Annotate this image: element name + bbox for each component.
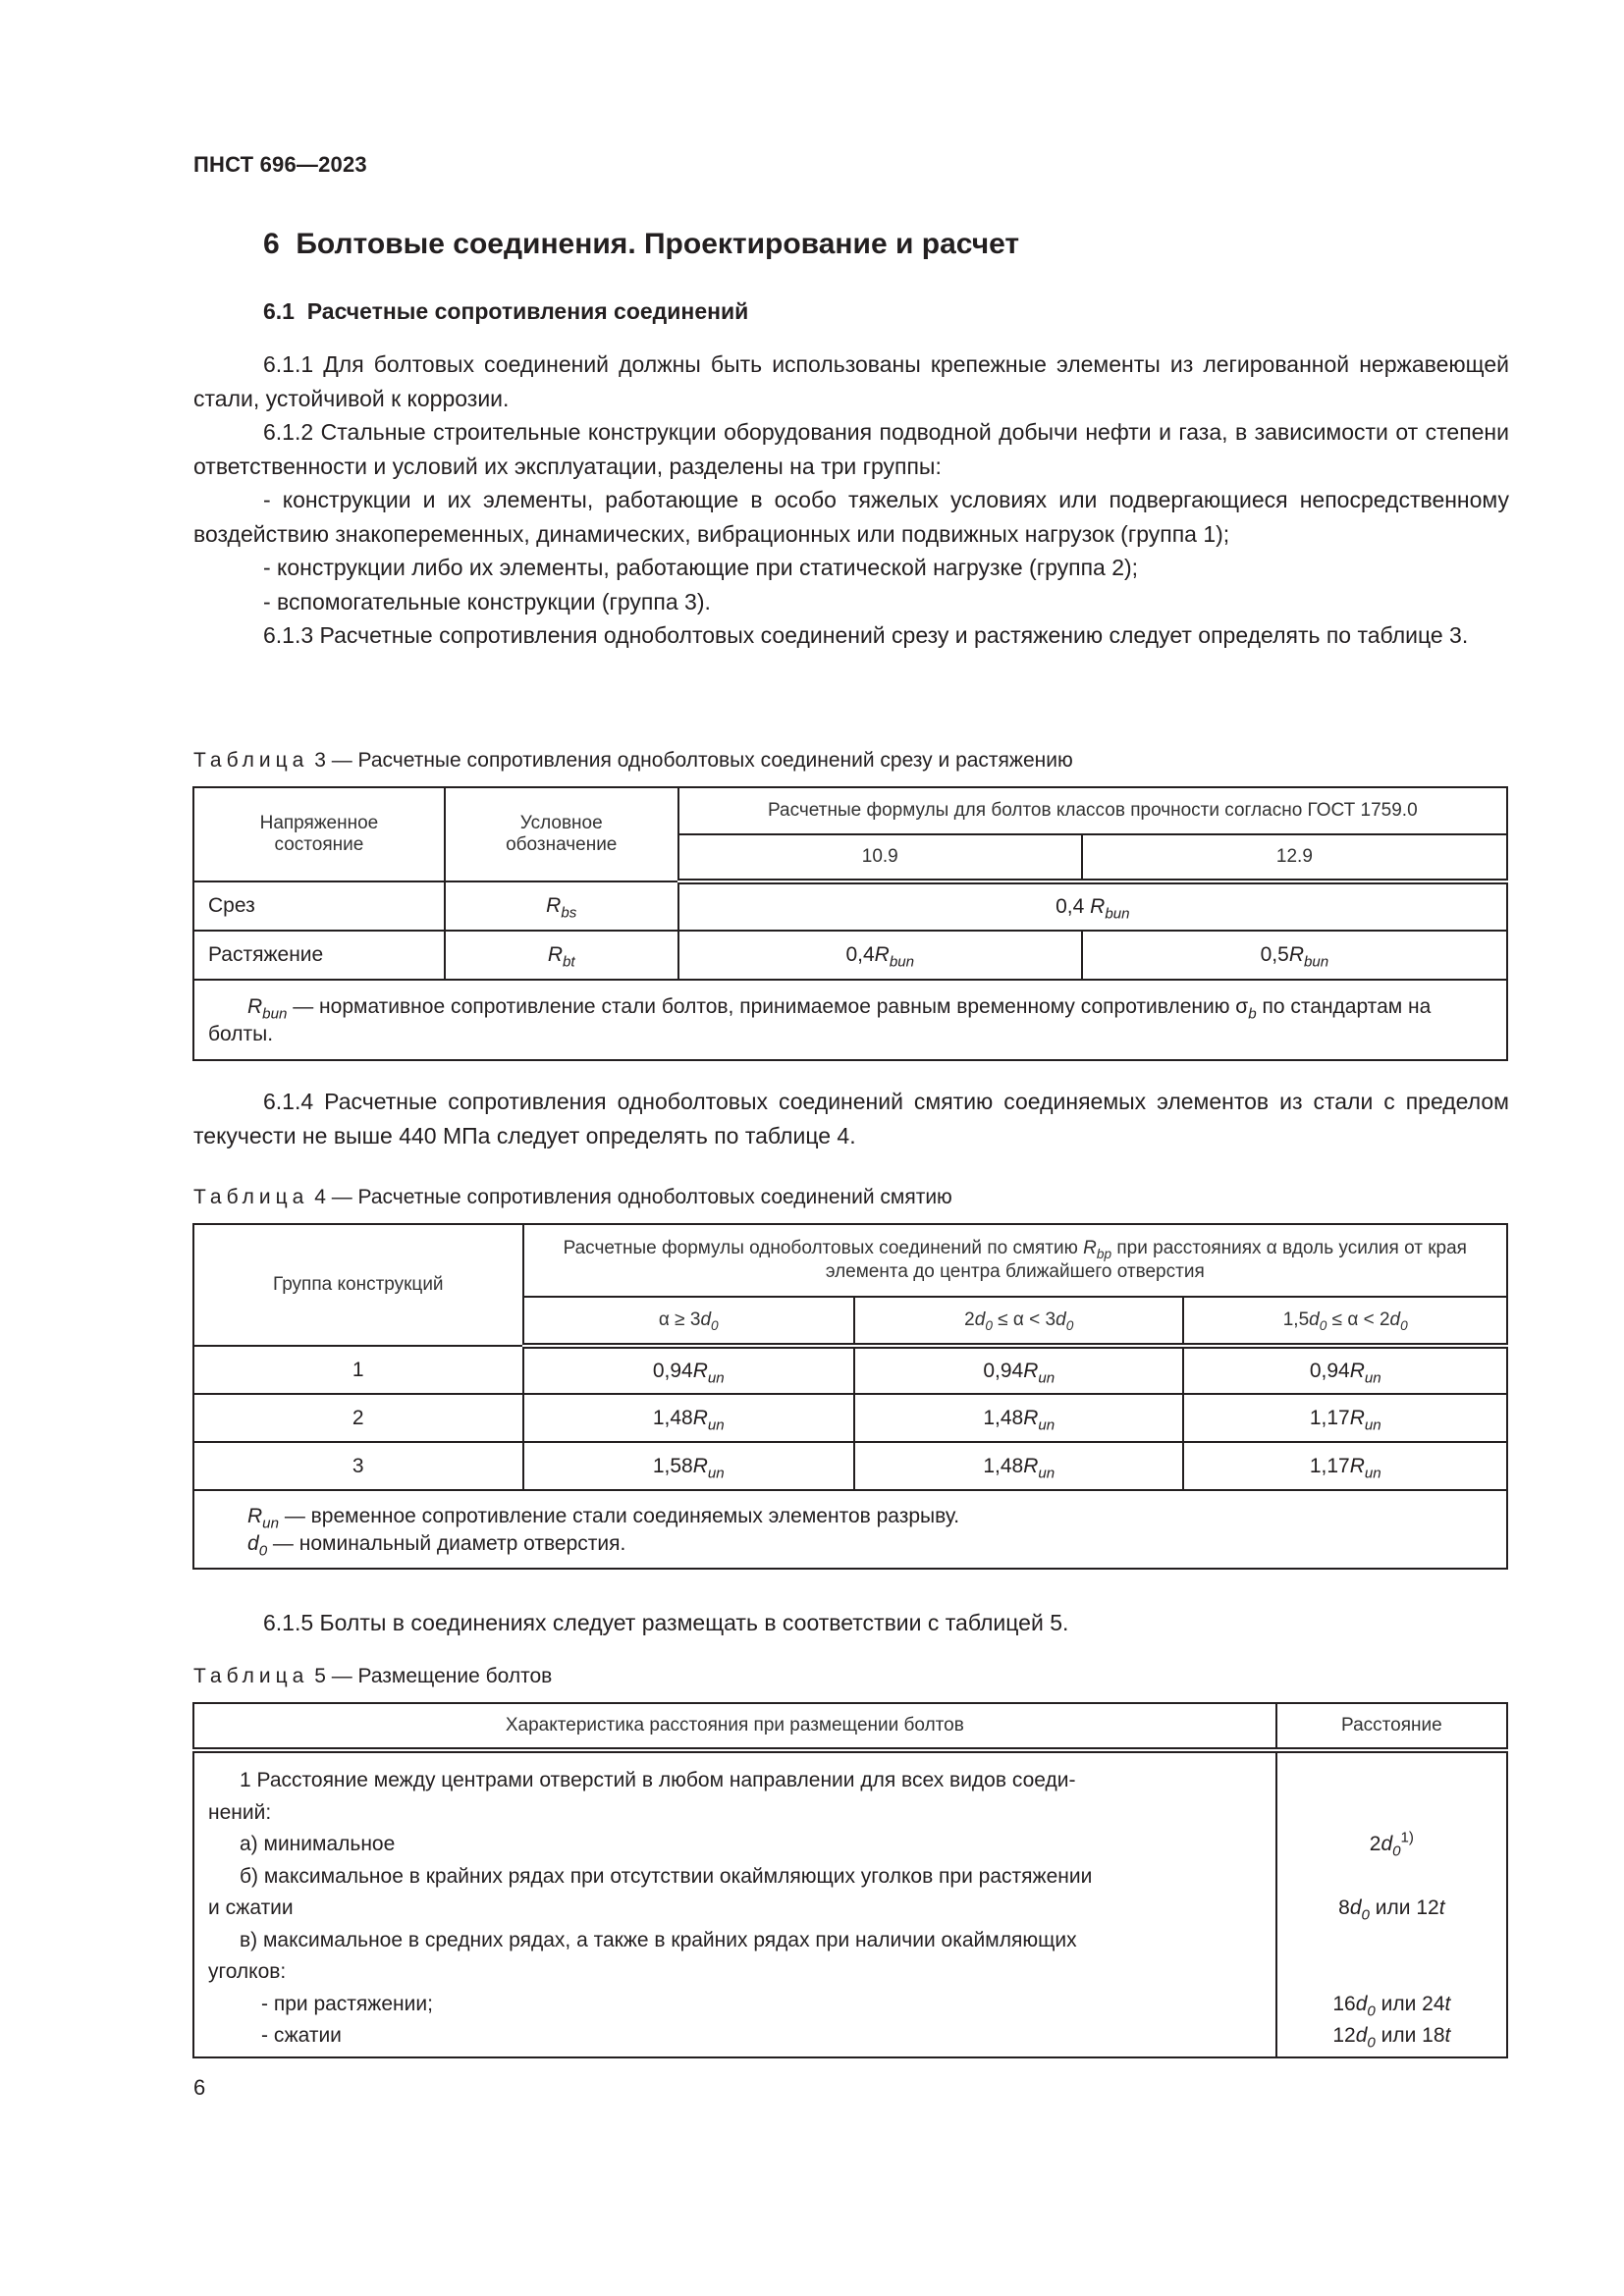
table3	[192, 786, 1508, 1061]
table4-header-range-1: $\alpha \ge 3d_0$	[523, 1297, 854, 1346]
table5-line-a: а) минимальное	[240, 1833, 396, 1855]
table3-note: $R_{bun}$ — нормативное сопротивление стали болтов, принимаемое равным временному сопротивлению $\sigma_b$ по стандартам на болты.	[193, 980, 1507, 1060]
table5	[192, 1702, 1508, 2058]
table3-header-class-10-9: 10.9	[678, 834, 1082, 881]
table5-line-c-tension: - при растяжении;	[261, 1992, 433, 2015]
table4-cell-value: $1,48R_{un}$	[854, 1442, 1183, 1490]
table5-caption-label: Таблица	[193, 1665, 309, 1687]
paragraph-6-1-1: 6.1.1 Для болтовых соединений должны быть использованы крепежные элементы из легированной нержавеющей стали, устойчивой к коррозии.	[193, 351, 1509, 411]
list-item-group-3: - вспомогательные конструкции (группа 3).	[263, 588, 711, 614]
chapter-title	[263, 228, 1019, 261]
table4-header-group: Группа конструкций	[193, 1224, 523, 1346]
table4-cell-value: $1,58R_{un}$	[523, 1442, 854, 1490]
table4-header-range-3: $1,5d_0 \le \alpha < 2d_0$	[1183, 1297, 1507, 1346]
table4-cell-group: 2	[193, 1394, 523, 1442]
table5-cell-distances	[1276, 1750, 1507, 2057]
section-title-text: Расчетные сопротивления соединений	[306, 298, 749, 324]
table3-caption-label: Таблица	[193, 749, 309, 772]
table5-line-item1: 1 Расстояние между центрами отверстий в любом направлении для всех видов соеди-	[240, 1769, 1076, 1791]
table4-cell-value: $1,17R_{un}$	[1183, 1442, 1507, 1490]
table5-line-c-cont: уголков:	[208, 1960, 287, 1983]
paragraph-6-1-3: 6.1.3 Расчетные сопротивления одноболтовых соединений срезу и растяжению следует определять по таблице 3.	[263, 622, 1469, 648]
table3-header-symbol: Условное обозначение	[445, 787, 678, 881]
table5-header-distance: Расстояние	[1276, 1703, 1507, 1750]
running-head: ПНСТ 696—2023	[193, 152, 367, 177]
table4-cell-value: $1,48R_{un}$	[854, 1394, 1183, 1442]
table3-cell-formula-10-9: $0,4R_{bun}$	[678, 931, 1082, 980]
table5-value-c-tension: $16d_0$ или 24t	[1332, 1992, 1451, 2019]
table4-notes	[193, 1490, 1507, 1569]
table3-row-shear	[193, 881, 1507, 931]
paragraph-6-1-4: 6.1.4 Расчетные сопротивления одноболтовых соединений смятию соединяемых элементов из стали с пределом текучести не выше 440 МПа следует определять по таблице 4.	[193, 1089, 1509, 1148]
table5-value-b: $8d_0$ или 12t	[1338, 1896, 1445, 1924]
table3-caption-text: 3 — Расчетные сопротивления одноболтовых соединений срезу и растяжению	[314, 749, 1073, 772]
table4-cell-group: 3	[193, 1442, 523, 1490]
table3-row-tension	[193, 931, 1507, 980]
table4-header-formulas: Расчетные формулы одноболтовых соединений по смятию $R_{bp}$ при расстояниях α вдоль усилия от края элемента до центра ближайшего отверстия	[523, 1224, 1507, 1297]
table5-line-b-cont: и сжатии	[208, 1896, 294, 1919]
table4-cell-value: $0,94R_{un}$	[854, 1346, 1183, 1394]
table3-cell-symbol: $R_{bs}$	[445, 881, 678, 931]
chapter-title-text: Болтовые соединения. Проектирование и расчет	[296, 228, 1020, 260]
table3-cell-state: Растяжение	[193, 931, 445, 980]
table4-cell-value: $0,94R_{un}$	[1183, 1346, 1507, 1394]
table4-caption-label: Таблица	[193, 1186, 309, 1208]
table4-row-group-1	[193, 1346, 1507, 1394]
table3-cell-formula: 0,4 $R_{bun}$	[678, 881, 1507, 931]
table4-note-d0: $d_0$ — номинальный диаметр отверстия.	[247, 1532, 626, 1560]
table4-caption-text: 4 — Расчетные сопротивления одноболтовых соединений смятию	[314, 1186, 952, 1208]
table5-line-c-compression: - сжатии	[261, 2024, 342, 2047]
table4-header-range-2: $2d_0 \le \alpha < 3d_0$	[854, 1297, 1183, 1346]
list-item-group-2: - конструкции либо их элементы, работающие при статической нагрузке (группа 2);	[263, 555, 1139, 580]
table4-cell-value: $1,48R_{un}$	[523, 1394, 854, 1442]
table5-line-item1-cont: нений:	[208, 1800, 272, 1824]
page-number: 6	[193, 2075, 206, 2100]
table4	[192, 1223, 1508, 1570]
table5-value-c-compression: $12d_0$ или 18t	[1332, 2024, 1451, 2052]
table4-row-group-2	[193, 1394, 1507, 1442]
table5-caption	[193, 1665, 552, 1688]
table4-cell-value: $0,94R_{un}$	[523, 1346, 854, 1394]
table3-cell-state: Срез	[193, 881, 445, 931]
table5-line-b: б) максимальное в крайних рядах при отсутствии окаймляющих уголков при растяжении	[240, 1864, 1093, 1888]
body-paragraph-6-1-5	[193, 1606, 1509, 1640]
table4-cell-value: $1,17R_{un}$	[1183, 1394, 1507, 1442]
table4-note-run: $R_{un}$ — временное сопротивление стали соединяемых элементов разрыву.	[247, 1505, 960, 1532]
table5-value-a: $2d_0^{1)}$	[1369, 1829, 1414, 1860]
table4-caption	[193, 1186, 952, 1209]
body-section-6-1	[193, 347, 1509, 653]
table3-header-formulas: Расчетные формулы для болтов классов прочности согласно ГОСТ 1759.0	[678, 787, 1507, 834]
paragraph-6-1-2: 6.1.2 Стальные строительные конструкции оборудования подводной добычи нефти и газа, в зависимости от степени ответственности и условий их эксплуатации, разделены на три группы:	[193, 419, 1509, 479]
list-item-group-1: - конструкции и их элементы, работающие в особо тяжелых условиях или подвергающиеся непосредственному воздействию знакопеременных, динамических, вибрационных или подвижных нагрузок (группа 1);	[193, 487, 1509, 547]
table5-line-c: в) максимальное в средних рядах, а также в крайних рядах при наличии окаймляющих	[240, 1928, 1077, 1951]
table5-caption-text: 5 — Размещение болтов	[314, 1665, 553, 1687]
table3-caption	[193, 749, 1073, 773]
table3-cell-symbol: $R_{bt}$	[445, 931, 678, 980]
table3-header-class-12-9: 12.9	[1082, 834, 1507, 881]
paragraph-6-1-5: 6.1.5 Болты в соединениях следует размещать в соответствии с таблицей 5.	[263, 1610, 1069, 1635]
table3-cell-formula-12-9: $0,5R_{bun}$	[1082, 931, 1507, 980]
section-number: 6.1	[263, 298, 295, 324]
table5-header-characteristic: Характеристика расстояния при размещении болтов	[193, 1703, 1276, 1750]
table4-row-group-3	[193, 1442, 1507, 1490]
body-paragraph-6-1-4	[193, 1085, 1509, 1152]
table4-cell-group: 1	[193, 1346, 523, 1394]
table5-cell-characteristics	[193, 1750, 1276, 2057]
chapter-number: 6	[263, 228, 280, 260]
section-title	[263, 298, 748, 325]
table3-header-state: Напряженное состояние	[193, 787, 445, 881]
